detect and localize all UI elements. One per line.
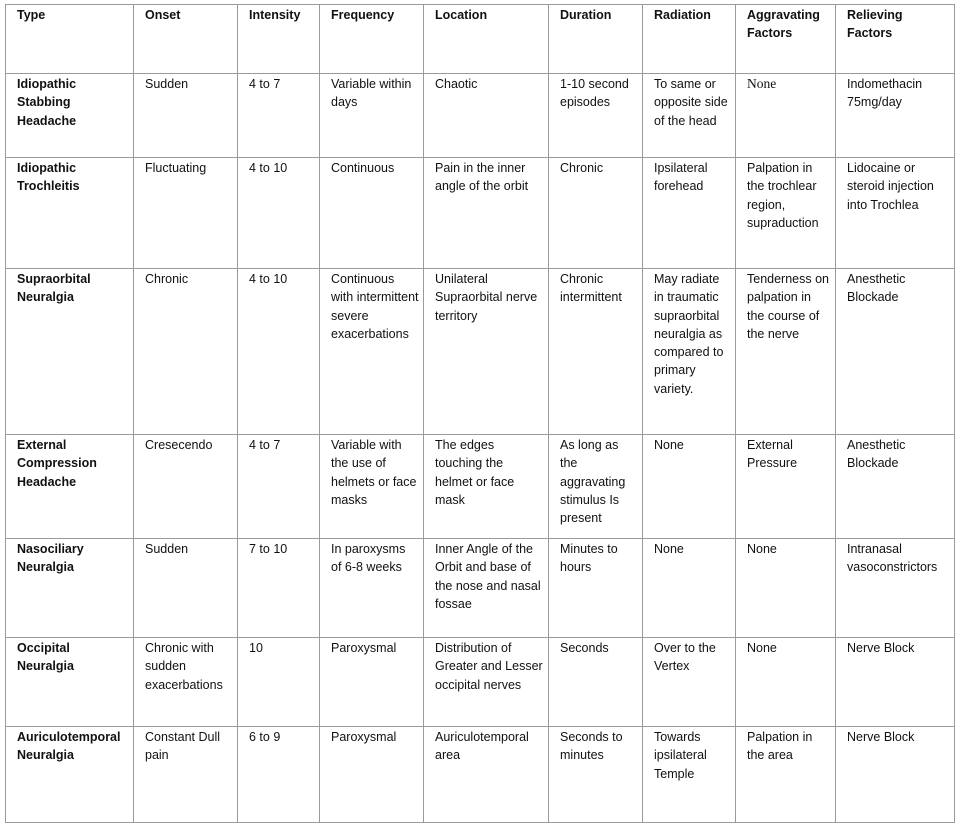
table-row (6, 269, 955, 435)
table-cell: 1-10 second episodes (549, 74, 643, 158)
headache-comparison-table (5, 4, 955, 823)
table-cell: Over to the Vertex (643, 638, 736, 727)
table-cell: 4 to 10 (238, 269, 320, 435)
table-cell: Sudden (134, 74, 238, 158)
table-cell: Paroxysmal (320, 638, 424, 727)
header-cell-aggravating-factors: Aggravating Factors (736, 5, 836, 74)
table-cell: Chronic with sudden exacerbations (134, 638, 238, 727)
table-cell: Anesthetic Blockade (836, 269, 955, 435)
table-cell: Ipsilateral forehead (643, 158, 736, 269)
table-cell: Pain in the inner angle of the orbit (424, 158, 549, 269)
table-cell: To same or opposite side of the head (643, 74, 736, 158)
table-row (6, 727, 955, 823)
table-cell: 4 to 10 (238, 158, 320, 269)
table-cell: Minutes to hours (549, 539, 643, 638)
table-cell: Fluctuating (134, 158, 238, 269)
table-cell: Tenderness on palpation in the course of the nerve (736, 269, 836, 435)
table-cell: Palpation in the trochlear region, supraduction (736, 158, 836, 269)
table-cell: Nerve Block (836, 638, 955, 727)
table-cell: Cresecendo (134, 435, 238, 539)
table-cell: 7 to 10 (238, 539, 320, 638)
table-row (6, 435, 955, 539)
table-cell: External Pressure (736, 435, 836, 539)
table-cell: Distribution of Greater and Lesser occipital nerves (424, 638, 549, 727)
header-cell-type: Type (6, 5, 134, 74)
header-cell-intensity: Intensity (238, 5, 320, 74)
table-row (6, 638, 955, 727)
table-cell: Variable within days (320, 74, 424, 158)
table-cell: Chaotic (424, 74, 549, 158)
table-cell: Lidocaine or steroid injection into Trochlea (836, 158, 955, 269)
table-cell-type: Occipital Neuralgia (6, 638, 134, 727)
table-cell-type: Supraorbital Neuralgia (6, 269, 134, 435)
header-cell-relieving-factors: Relieving Factors (836, 5, 955, 74)
table-cell: Paroxysmal (320, 727, 424, 823)
table-cell: Chronic (134, 269, 238, 435)
table-cell: Sudden (134, 539, 238, 638)
table-cell-type: Idiopathic Stabbing Headache (6, 74, 134, 158)
table-header-row (6, 5, 955, 74)
table-cell: Chronic (549, 158, 643, 269)
header-cell-onset: Onset (134, 5, 238, 74)
table-cell: Continuous (320, 158, 424, 269)
table-cell: None (643, 539, 736, 638)
table-cell: Anesthetic Blockade (836, 435, 955, 539)
table-row (6, 74, 955, 158)
table-cell-type: Auriculotemporal Neuralgia (6, 727, 134, 823)
table-cell: May radiate in traumatic supraorbital neuralgia as compared to primary variety. (643, 269, 736, 435)
table-cell-type: External Compression Headache (6, 435, 134, 539)
table-cell-type: Idiopathic Trochleitis (6, 158, 134, 269)
header-cell-frequency: Frequency (320, 5, 424, 74)
header-cell-location: Location (424, 5, 549, 74)
table-cell: 6 to 9 (238, 727, 320, 823)
table-cell: Seconds to minutes (549, 727, 643, 823)
table-cell: Continuous with intermittent severe exacerbations (320, 269, 424, 435)
table-cell: Constant Dull pain (134, 727, 238, 823)
table-cell: 4 to 7 (238, 435, 320, 539)
table-cell: None (643, 435, 736, 539)
table-cell: None (736, 539, 836, 638)
table-cell: Chronic intermittent (549, 269, 643, 435)
table-cell: The edges touching the helmet or face mask (424, 435, 549, 539)
table-cell: Intranasal vasoconstrictors (836, 539, 955, 638)
table-row (6, 158, 955, 269)
table-cell: Nerve Block (836, 727, 955, 823)
table-cell: As long as the aggravating stimulus Is present (549, 435, 643, 539)
table-cell: Variable with the use of helmets or face masks (320, 435, 424, 539)
table-cell: Unilateral Supraorbital nerve territory (424, 269, 549, 435)
table-cell: Auriculotemporal area (424, 727, 549, 823)
table-cell: Inner Angle of the Orbit and base of the nose and nasal fossae (424, 539, 549, 638)
table-cell: 10 (238, 638, 320, 727)
table-cell: Indomethacin 75mg/day (836, 74, 955, 158)
table-cell: In paroxysms of 6-8 weeks (320, 539, 424, 638)
table-cell: 4 to 7 (238, 74, 320, 158)
table-cell-type: Nasociliary Neuralgia (6, 539, 134, 638)
table-cell: Towards ipsilateral Temple (643, 727, 736, 823)
table-cell: Seconds (549, 638, 643, 727)
table-cell: None (736, 638, 836, 727)
table-cell: None (736, 74, 836, 158)
table-cell: Palpation in the area (736, 727, 836, 823)
header-cell-radiation: Radiation (643, 5, 736, 74)
header-cell-duration: Duration (549, 5, 643, 74)
table-row (6, 539, 955, 638)
